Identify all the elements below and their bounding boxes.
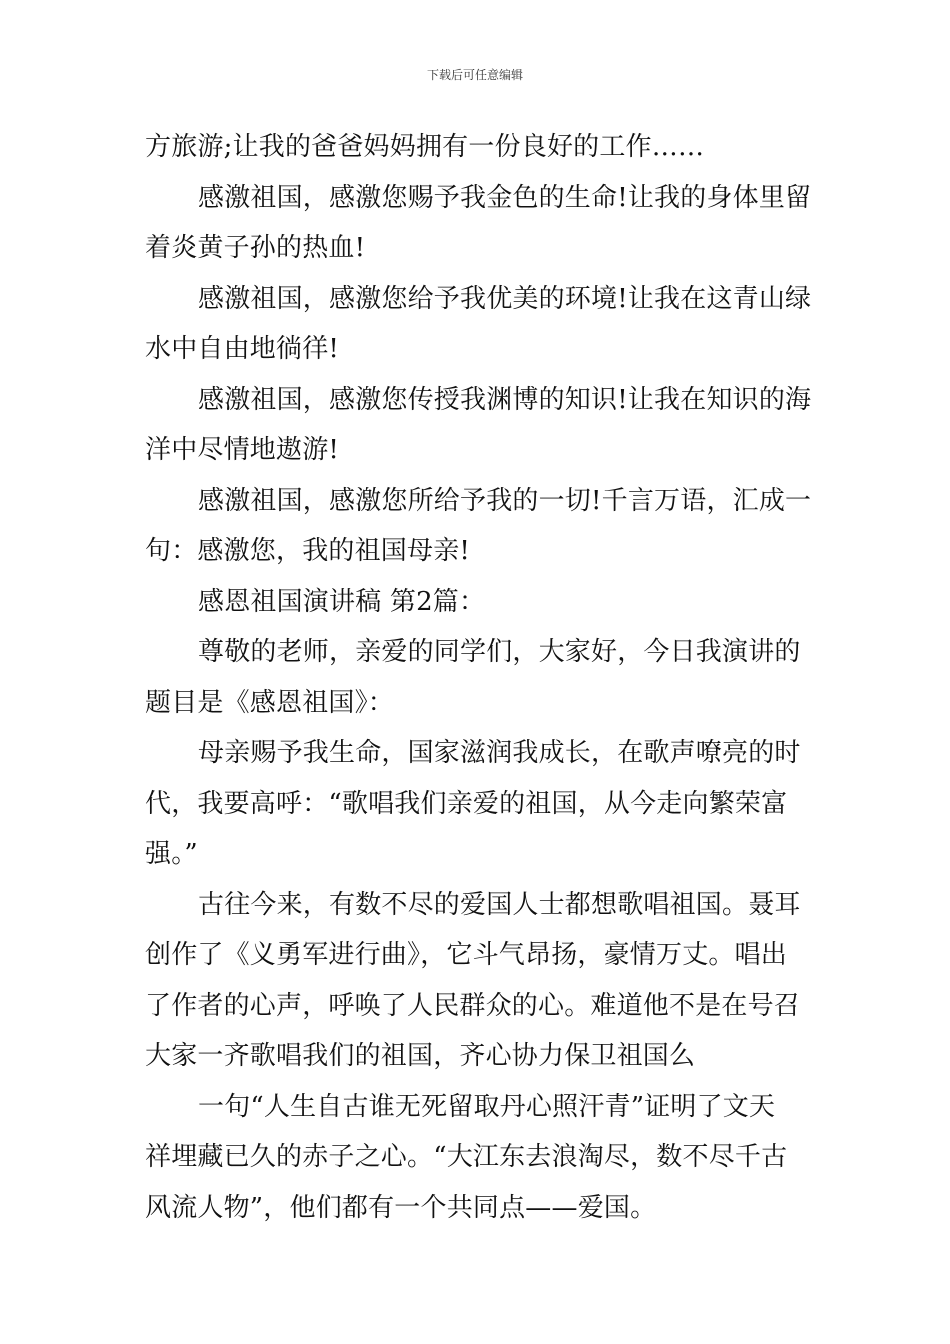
text-line: 洋中尽情地遨游!: [145, 435, 340, 465]
text-line: 感激祖国，感激您传授我渊博的知识!让我在知识的海: [198, 384, 812, 415]
text-line: 风流人物”，他们都有一个共同点——爱国。: [145, 1192, 657, 1223]
text-line: 大家一齐歌唱我们的祖国，齐心协力保卫祖国么: [145, 1041, 696, 1071]
text-line: 方旅游;让我的爸爸妈妈拥有一份良好的工作……: [145, 132, 705, 162]
text-line: 代，我要高呼：“歌唱我们亲爱的祖国，从今走向繁荣富: [145, 788, 788, 819]
text-line: 强。”: [145, 839, 198, 869]
text-line: 感激祖国，感激您所给予我的一切!千言万语，汇成一: [198, 485, 812, 516]
header-note: 下载后可任意编辑: [426, 68, 523, 82]
text-line: 水中自由地徜徉!: [145, 334, 340, 364]
text-line: 了作者的心声，呼唤了人民群众的心。难道他不是在号召: [145, 990, 801, 1021]
text-line: 母亲赐予我生命，国家滋润我成长，在歌声嘹亮的时: [198, 738, 801, 768]
document-body: [145, 122, 810, 1233]
text-line: 句：感激您，我的祖国母亲!: [145, 536, 471, 566]
text-line: 感激祖国，感激您给予我优美的环境!让我在这青山绿: [198, 283, 812, 314]
section-heading: 感恩祖国演讲稿 第2篇：: [198, 586, 486, 617]
text-line: 感激祖国，感激您赐予我金色的生命!让我的身体里留: [198, 182, 812, 213]
text-line: 古往今来，有数不尽的爱国人士都想歌唱祖国。聂耳: [198, 889, 801, 920]
text-line: 着炎黄子孙的热血!: [145, 233, 366, 263]
text-line: 一句“人生自古谁无死留取丹心照汗青”证明了文天: [198, 1091, 776, 1122]
text-line: 创作了《义勇军进行曲》，它斗气昂扬，豪情万丈。唱出: [145, 940, 788, 970]
text-line: 题目是《感恩祖国》：: [145, 687, 395, 718]
text-line: 祥埋藏已久的赤子之心。“大江东去浪淘尽，数不尽千古: [145, 1142, 788, 1172]
text-line: 尊敬的老师，亲爱的同学们，大家好，今日我演讲的: [198, 637, 801, 667]
